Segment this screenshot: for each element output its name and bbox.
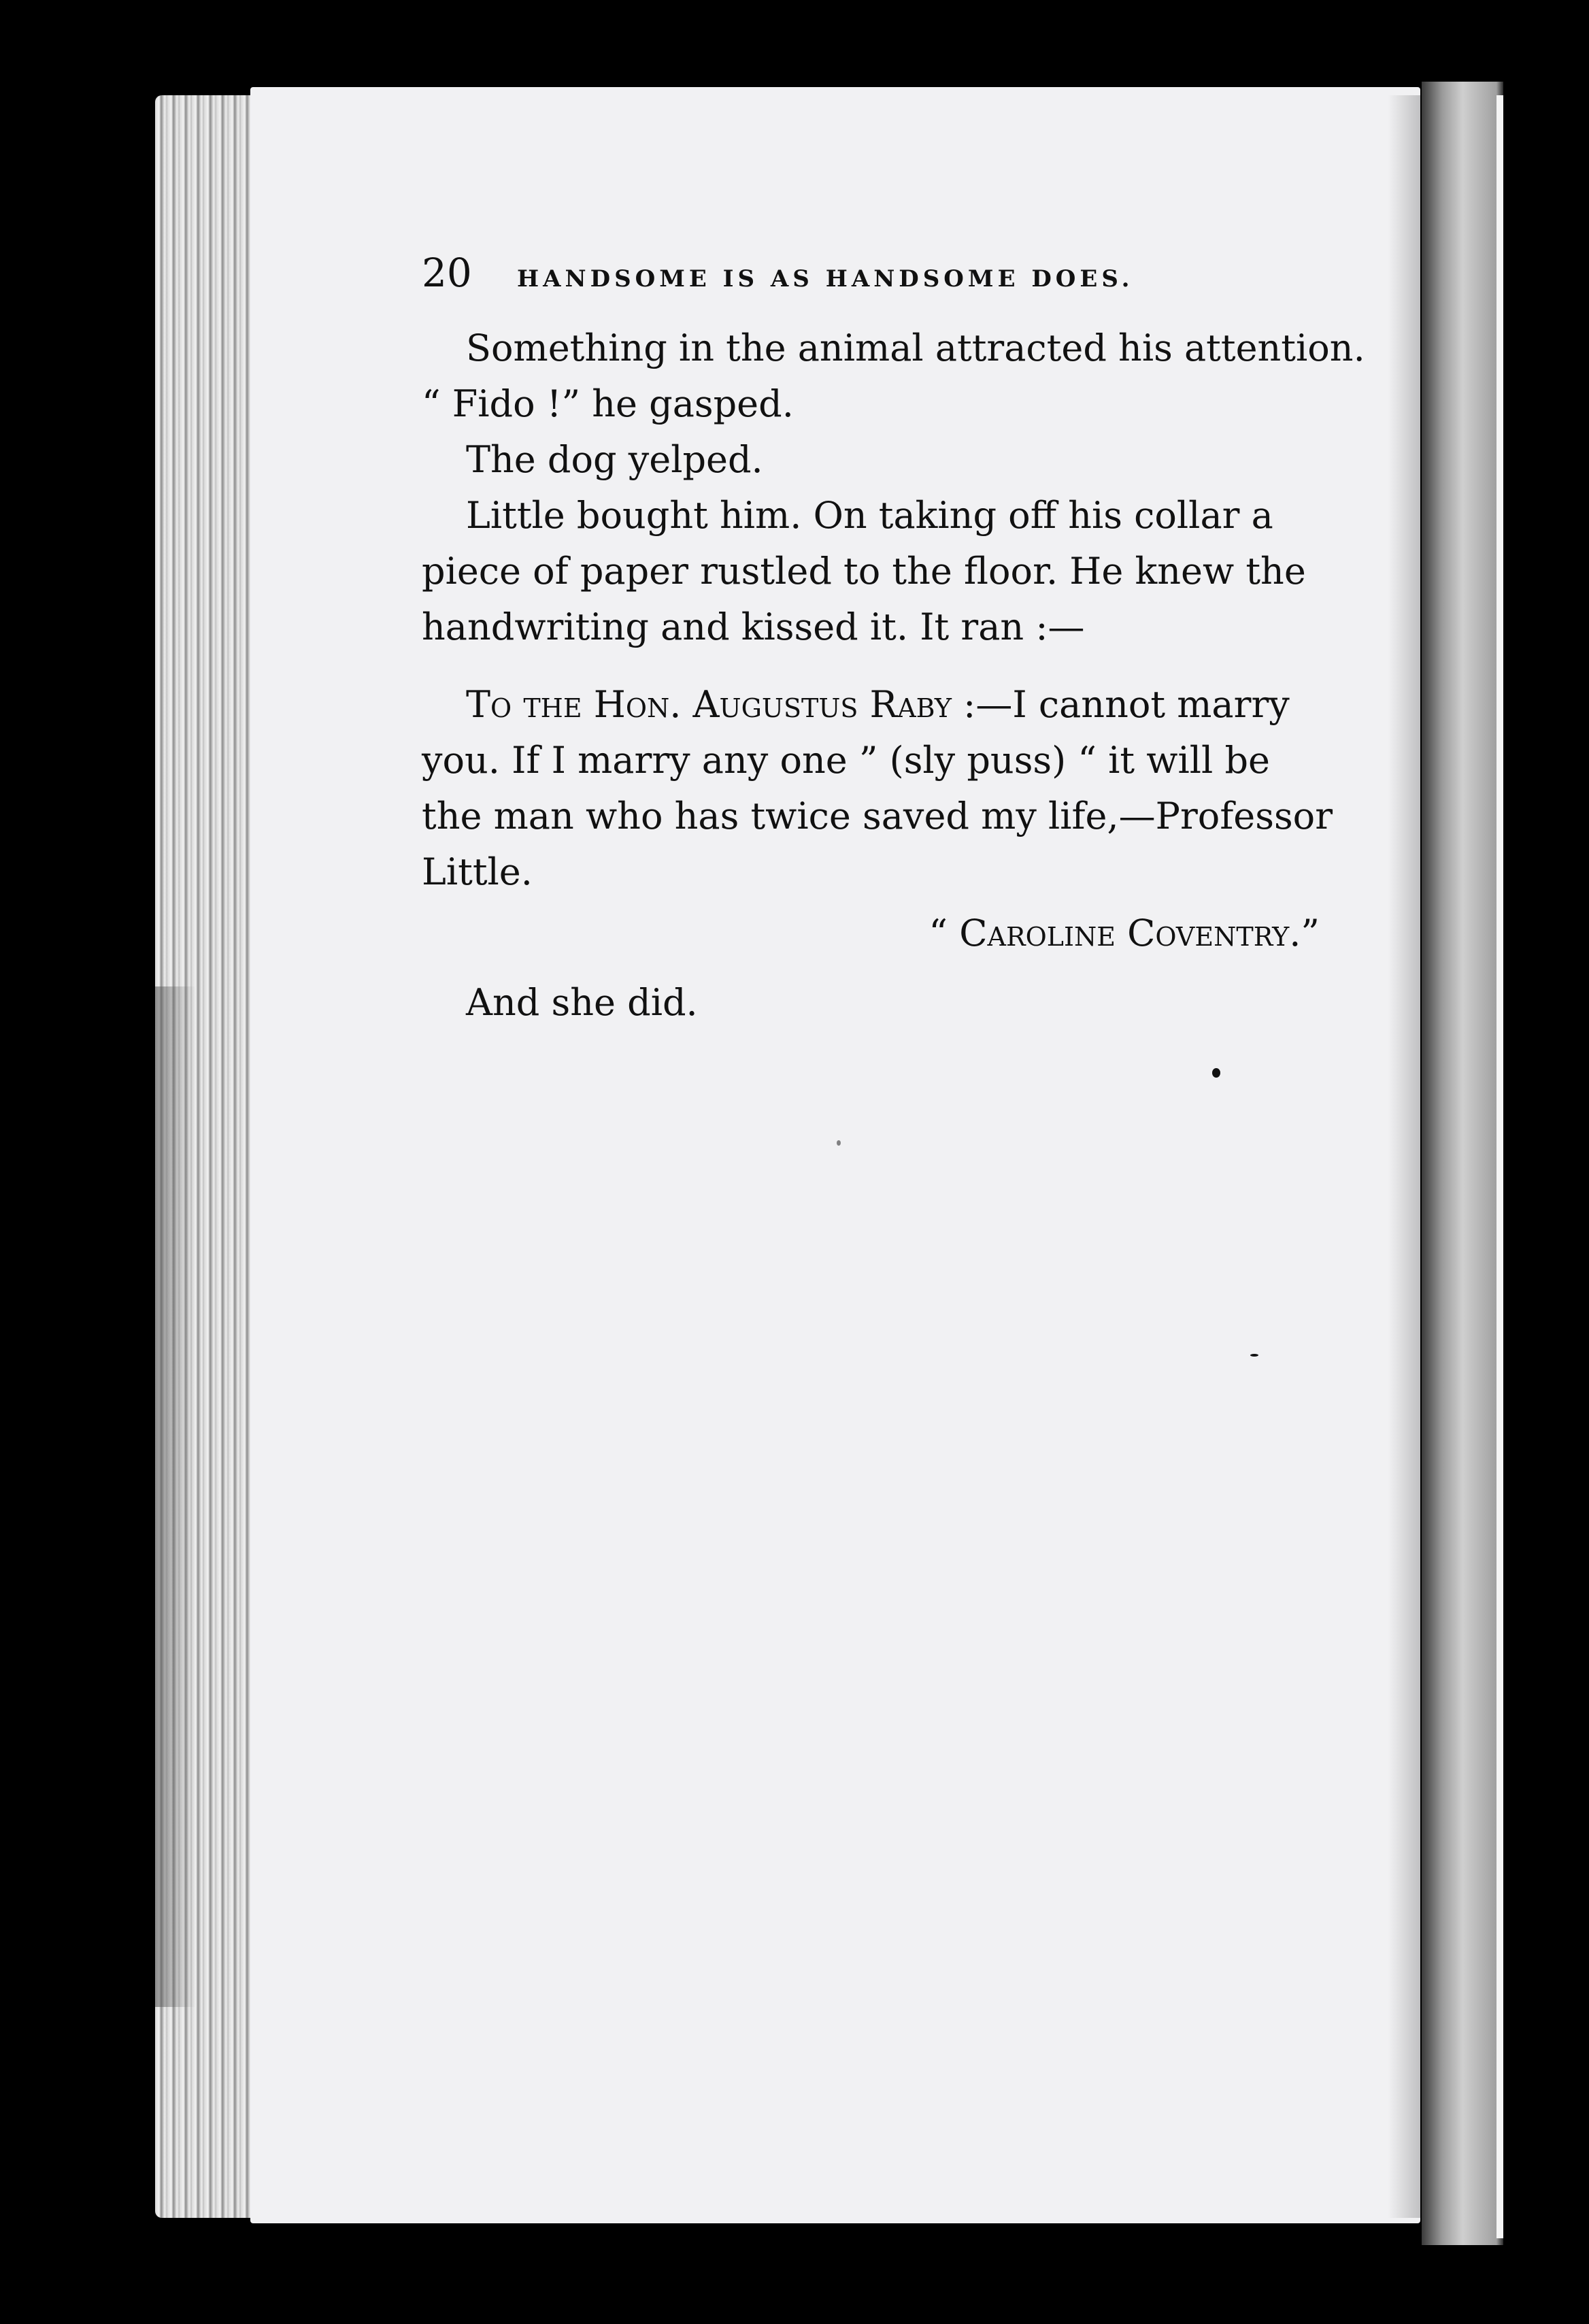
text-line: The dog yelped. [466, 438, 763, 481]
letter [422, 677, 1367, 900]
page-edges-shadow [155, 986, 196, 2007]
letter-salutation: To the Hon. Augustus Raby [466, 683, 952, 726]
letter-line: the man who has twice saved my life,—Professor [422, 795, 1333, 837]
text-line: Little bought him. On taking off his collar a [466, 494, 1273, 537]
letter-opening: :—I cannot marry [952, 683, 1290, 726]
ink-speck [1250, 1354, 1258, 1357]
page-header [422, 245, 1367, 307]
page-text [422, 245, 1367, 1031]
letter-line: Little. [422, 850, 533, 893]
ink-speck [1212, 1068, 1220, 1078]
letter-line: you. If I marry any one ” (sly puss) “ it will be [422, 739, 1270, 782]
text-line: piece of paper rustled to the floor. He knew the [422, 550, 1306, 593]
letter-signature: “ Caroline Coventry.” [929, 912, 1320, 954]
text-line: And she did. [466, 981, 698, 1024]
letter-line [422, 677, 1367, 733]
ink-speck [837, 1140, 841, 1146]
text-line: handwriting and kissed it. It ran :— [422, 605, 1085, 648]
text-line: Something in the animal attracted his attention. [466, 327, 1365, 369]
page-number: 20 [422, 250, 472, 296]
closing-line [422, 975, 1367, 1031]
facing-page-edge [1422, 82, 1503, 2245]
paragraph-collar [422, 488, 1367, 655]
running-head: HANDSOME IS AS HANDSOME DOES. [517, 265, 1134, 293]
facing-page-strip [1496, 95, 1503, 2238]
text-line: “ Fido !” he gasped. [422, 382, 794, 425]
paragraph-dog [422, 432, 1367, 488]
paragraph-attention [422, 320, 1367, 432]
